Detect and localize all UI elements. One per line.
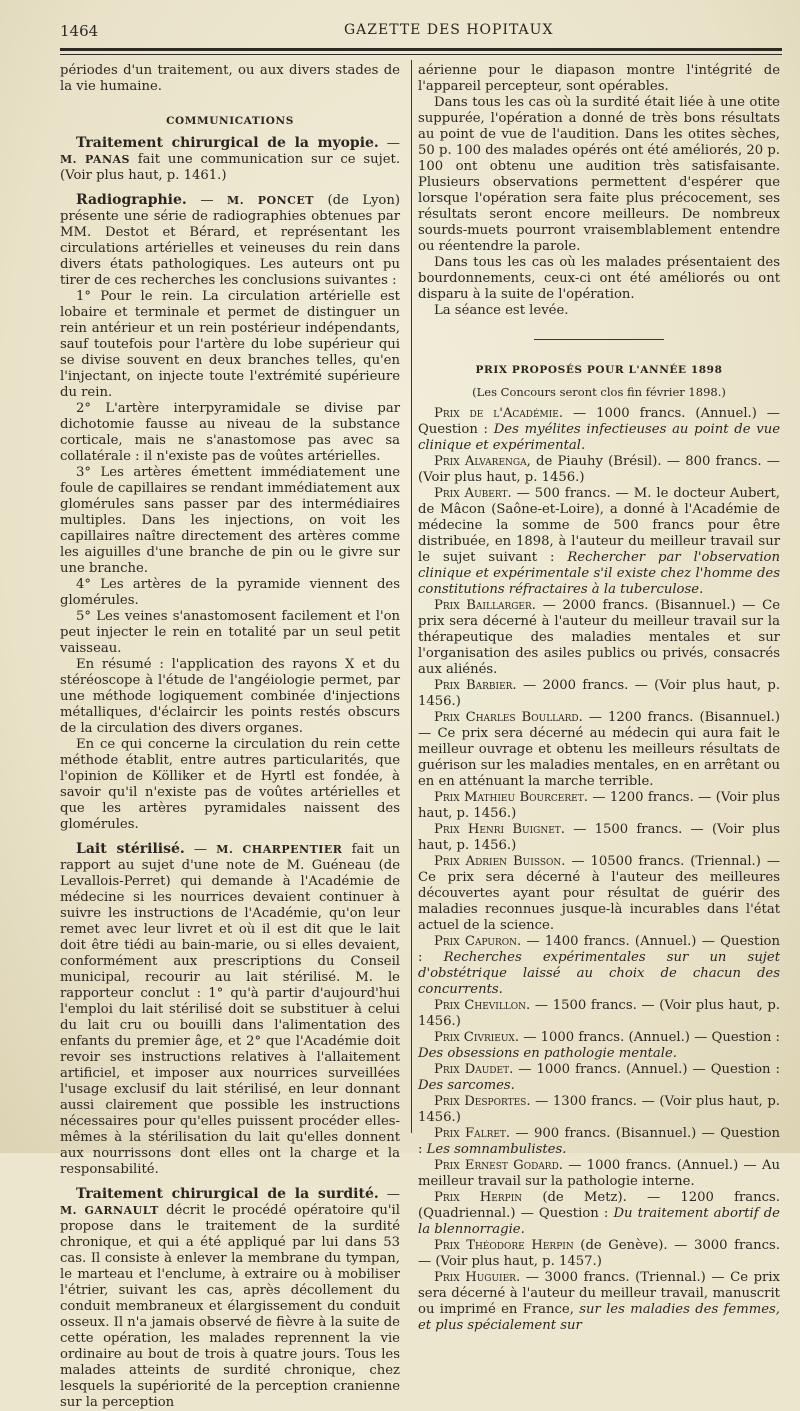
prize-question: Des sarcomes.	[418, 1078, 515, 1093]
author-name: M. PANAS	[60, 153, 130, 166]
prize-question: Recherches expérimentales sur un sujet d'obstétrique laissé au choix de chacun des concurrents.	[418, 950, 780, 997]
right-column	[418, 63, 780, 1334]
author-name: M. CHARPENTIER	[216, 843, 343, 856]
article-title: Lait stérilisé.	[76, 841, 185, 857]
paragraph: 3° Les artères émettent immédiatement une foule de capillaires se rendant immédiatement aux glomérules sans passer par des intermédiaires multiples. Dans les injections, on voit les capillaires naître directement des artères comme les aiguilles d'une branche de pin ou le givre sur une branche.	[60, 465, 400, 576]
section-heading-communications: COMMUNICATIONS	[166, 115, 294, 127]
prize-entry	[418, 406, 780, 454]
paragraph: Dans tous les cas où la surdité était liée à une otite suppurée, l'opération a donné de très bons résultats au point de vue de l'audition. Dans les otites sèches, 50 p. 100 des malades opérés ont été améliorés, 20 p. 100 ont obtenu une audition très satisfaisante. Plusieurs observations permettent d'espérer que lorsque l'opération sera faite plus précocement, ses résultats seront encore meilleurs. De nombreux sourds-muets pourront vraisemblablement entendre ou réentendre la parole.	[418, 95, 780, 254]
prize-entry	[418, 1270, 780, 1334]
article-text: fait une communication sur ce sujet. (Voir plus haut, p. 1461.)	[60, 152, 401, 183]
prize-entry	[418, 1158, 780, 1190]
prize-entry	[418, 934, 780, 998]
prize-entry	[418, 678, 780, 710]
paragraph: La séance est levée.	[434, 303, 569, 318]
article-text: fait un rapport au sujet d'une note de M. Guéneau (de Levallois-Perret) qui demande à l'Académie de médecine si les nourrices devaient continuer à suivre les instructions de l'Académie, qu'on leur remet avec leur livret et où il est dit que le lait doit être tiédi au bain-marie, ou si elles devaient, conformément aux prescriptions du Conseil municipal, recourir au lait stérilisé. M. le rapporteur conclut : 1° qu'à partir d'aujourd'hui l'emploi du lait stérilisé doit se substituer à celui du lait cru ou bouilli dans l'alimentation des enfants du premier âge, et 2° que l'Académie doit revoir ses instructions relatives à l'allaitement artificiel, et imposer aux nourrices surveillées l'usage exclusif du lait stérilisé, en leur donnant aussi clairement que possible les instructions nécessaires pour qu'elles puissent procéder elles-mêmes à la stérilisation du lait qu'elles donnent aux nourrissons dont elles ont la charge et la responsabilité.	[60, 842, 400, 1177]
paragraph: 1° Pour le rein. La circulation artérielle est lobaire et terminale et permet de distinguer un rein antérieur et un rein postérieur indépendants, sauf toutefois pour l'artère du lobe supérieur qui se divise souvent en deux branches telles, qu'en l'injectant, on injecte toute l'extrémité supérieure du rein.	[60, 289, 400, 400]
prize-name: Prix de l'Académie.	[434, 406, 564, 421]
prize-entry	[418, 598, 780, 678]
prize-name: Prix Civrieux.	[434, 1030, 520, 1045]
prize-text: — 1200 francs. (Bisannuel.) — Ce prix sera décerné au médecin qui aura fait le meilleur ouvrage et obtenu les meilleurs résultats de guérison sur les maladies mentales, en en arrêtant ou en en atténuant la marche terrible.	[418, 710, 780, 789]
paragraph: En ce qui concerne la circulation du rein cette méthode établit, entre autres particularités, que l'opinion de Kölliker et de Hyrtl est fondée, à savoir qu'il n'existe pas de voûtes artérielles et que les artères pyramidales naissent des glomérules.	[60, 737, 400, 832]
prize-entry	[418, 790, 780, 822]
prize-text: — 900 francs. (Bisannuel.) — Question :	[418, 1126, 780, 1157]
prize-text: (de Genève). — 3000 francs. — (Voir plus haut, p. 1457.)	[418, 1238, 780, 1269]
page-header	[60, 22, 782, 44]
prize-text: (de Metz). — 1200 francs. (Quadriennal.) — Question :	[418, 1190, 780, 1221]
paragraph: 5° Les veines s'anastomosent facilement et l'on peut injecter le rein en totalité par un seul petit vaisseau.	[60, 609, 400, 656]
prize-name: Prix Baillarger.	[434, 598, 536, 613]
prize-text: — 1200 francs. — (Voir plus haut, p. 1456.)	[418, 790, 780, 821]
prize-name: Prix Alvarenga,	[434, 454, 531, 469]
left-column	[60, 63, 400, 1411]
separator: —	[186, 193, 228, 208]
prize-question: Des obsessions en pathologie mentale.	[418, 1046, 677, 1061]
prize-text: — 1500 francs. — (Voir plus haut, p. 1456.)	[418, 822, 780, 853]
paragraph: 4° Les artères de la pyramide viennent des glomérules.	[60, 577, 400, 608]
prize-text: — 10500 francs. (Triennal.) — Ce prix sera décerné à l'auteur des meilleures découvertes ayant pour résultat de guérir des maladies reconnues jusque-là incurables dans l'état actuel de la science.	[418, 854, 781, 933]
prize-entry	[418, 1126, 780, 1158]
article-title: Traitement chirurgical de la myopie.	[76, 135, 379, 151]
prize-name: Prix Mathieu Bourceret.	[434, 790, 588, 805]
prize-question: Rechercher par l'observation clinique et expérimentale s'il existe chez l'homme des constitutions réfractaires à la tuberculose.	[418, 550, 780, 597]
prize-name: Prix Huguier.	[434, 1270, 521, 1285]
article-title: Radiographie.	[76, 192, 187, 208]
prize-entry	[418, 1030, 780, 1062]
prize-name: Prix Chevillon.	[434, 998, 531, 1013]
prize-text: — 1000 francs. (Annuel.) — Question :	[519, 1030, 780, 1045]
article-myopie	[60, 135, 400, 184]
prize-text: — 1000 francs. (Annuel.) — Question :	[418, 406, 780, 437]
article-text: (de Lyon) présente une série de radiographies obtenues par MM. Destot et Bérard, et représentant les circulations artérielles et veineuses du rein dans divers états pathologiques. Les auteurs ont pu tirer de ces recherches les conclusions suivantes :	[60, 193, 400, 288]
prize-name: Prix Herpin	[434, 1190, 523, 1205]
continued-paragraph: aérienne pour le diapason montre l'intégrité de l'appareil percepteur, sont opérables.	[418, 63, 780, 94]
page-number: 1464	[60, 22, 99, 40]
paragraph: 2° L'artère interpyramidale se divise par dichotomie fausse au niveau de la substance corticale, mais ne s'anastomose pas avec sa collatérale : il n'existe pas de voûtes artérielles.	[60, 401, 400, 464]
prize-name: Prix Capuron.	[434, 934, 522, 949]
paragraph: Dans tous les cas où les malades présentaient des bourdonnements, ceux-ci ont été améliorés ou ont disparu à la suite de l'opération.	[418, 255, 780, 302]
prize-text: de Piauhy (Brésil). — 800 francs. — (Voir plus haut, p. 1456.)	[418, 454, 780, 485]
separator: —	[184, 842, 217, 857]
prize-text: — 1300 francs. — (Voir plus haut, p. 1456.)	[418, 1094, 780, 1125]
prize-text: — 1000 francs. (Annuel.) — Au meilleur travail sur la pathologie interne.	[418, 1158, 781, 1189]
prize-text: — 1000 francs. (Annuel.) — Question :	[513, 1062, 780, 1077]
section-divider	[534, 339, 664, 340]
separator: —	[378, 136, 400, 151]
prize-name: Prix Ernest Godard.	[434, 1158, 563, 1173]
prize-list	[418, 406, 780, 1334]
prize-text: — 2000 francs. — (Voir plus haut, p. 1456.)	[418, 678, 781, 709]
author-name: M. GARNAULT	[60, 1204, 159, 1217]
prize-name: Prix Charles Boullard.	[434, 710, 583, 725]
prize-entry	[418, 1238, 780, 1270]
header-rule-thick	[60, 48, 782, 51]
intro-paragraph: périodes d'un traitement, ou aux divers stades de la vie humaine.	[60, 63, 400, 94]
separator: —	[378, 1187, 400, 1202]
prize-name: Prix Henri Buignet.	[434, 822, 565, 837]
prize-entry	[418, 854, 780, 934]
prize-text: — 3000 francs. (Triennal.) — Ce prix sera décerné à l'auteur du meilleur travail, manuscrit ou imprimé en France,	[418, 1270, 780, 1317]
prize-name: Prix Adrien Buisson.	[434, 854, 566, 869]
prize-entry	[418, 486, 780, 598]
prize-text: — 2000 francs. (Bisannuel.) — Ce prix sera décerné à l'auteur du meilleur travail sur la thérapeutique des maladies mentales et sur l'organisation des asiles publics ou privés, consacrés aux aliénés.	[418, 598, 780, 677]
paragraph: En résumé : l'application des rayons X et du stéréoscope à l'étude de l'angéiologie permet, par une méthode logiquement combinée d'injections métalliques, d'éclaircir les points restés obscurs de la circulation des divers organes.	[60, 657, 400, 736]
prize-name: Prix Desportes.	[434, 1094, 531, 1109]
article-radiographie	[60, 192, 400, 289]
prize-entry	[418, 1094, 780, 1126]
prize-name: Prix Théodore Herpin	[434, 1238, 574, 1253]
section-heading-prix: PRIX PROPOSÉS POUR L'ANNÉE 1898	[475, 364, 723, 376]
prize-name: Prix Barbier.	[434, 678, 517, 693]
prix-note: (Les Concours seront clos fin février 1898.)	[472, 385, 726, 399]
prize-entry	[418, 710, 780, 790]
prize-question: sur les maladies des femmes, et plus spécialement sur	[418, 1302, 780, 1333]
article-text: décrit le procédé opératoire qu'il propose dans le traitement de la surdité chronique, et qui a été appliqué par lui dans 53 cas. Il consiste à enlever la membrane du tympan, le marteau et l'enclume, à extraire ou à mobiliser l'étrier, suivant les cas, après décollement du conduit membraneux et élargissement du conduit osseux. Il n'a jamais observé de fièvre à la suite de cette opération, les malades reprennent la vie ordinaire au bout de trois à quatre jours. Tous les malades atteints de surdité chronique, chez lesquels la supériorité de la perception cranienne sur la perception	[60, 1203, 400, 1410]
prize-question: Des myélites infectieuses au point de vue clinique et expérimental.	[418, 422, 780, 453]
prize-name: Prix Daudet.	[434, 1062, 514, 1077]
prize-question: Les somnambulistes.	[426, 1142, 567, 1157]
prize-text: — 1500 francs. — (Voir plus haut, p. 1456.)	[418, 998, 780, 1029]
prize-entry	[418, 1190, 780, 1238]
prize-text: — 1400 francs. (Annuel.) — Question :	[418, 934, 780, 965]
article-lait	[60, 841, 400, 1178]
prize-entry	[418, 998, 780, 1030]
article-title: Traitement chirurgical de la surdité.	[76, 1186, 379, 1202]
prize-entry	[418, 454, 780, 486]
prize-question: Du traitement abortif de la blennorragie.	[418, 1206, 780, 1237]
author-name: M. PONCET	[227, 194, 314, 207]
article-surdite	[60, 1186, 400, 1411]
prize-name: Prix Falret.	[434, 1126, 511, 1141]
prize-text: — 500 francs. — M. le docteur Aubert, de Mâcon (Saône-et-Loire), a donné à l'Académie de médecine la somme de 500 francs pour être distribuée, en 1898, à l'auteur du meilleur travail sur le sujet suivant :	[418, 486, 780, 565]
column-divider	[411, 60, 412, 1133]
prize-entry	[418, 822, 780, 854]
prize-entry	[418, 1062, 780, 1094]
running-title: GAZETTE DES HOPITAUX	[344, 22, 554, 38]
header-rule-thin	[60, 54, 782, 55]
prize-name: Prix Aubert.	[434, 486, 512, 501]
